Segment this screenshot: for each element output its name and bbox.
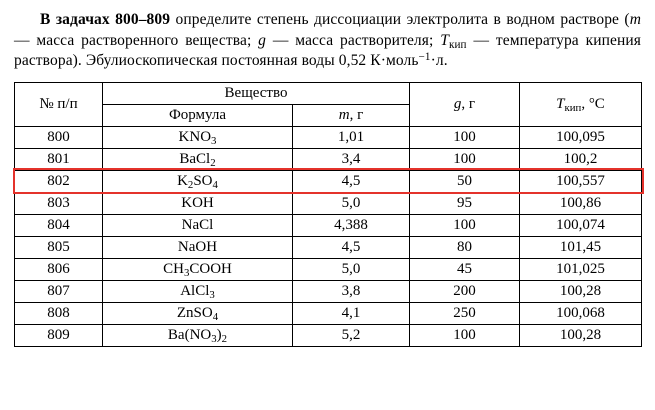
intro-italic-m: m	[629, 11, 641, 28]
row-mass: 4,5	[293, 170, 410, 192]
table-row	[15, 302, 642, 324]
formula-sub2: 2	[221, 332, 228, 345]
row-solvent: 200	[410, 280, 520, 302]
table-head	[15, 82, 642, 126]
row-solvent: 80	[410, 236, 520, 258]
formula-sub: 2	[210, 156, 216, 169]
row-boiling: 100,2	[520, 148, 642, 170]
formula-main: BaCl	[179, 150, 211, 167]
th-mass-italic: m	[338, 106, 350, 123]
row-boiling: 101,45	[520, 236, 642, 258]
table-row	[15, 324, 642, 346]
formula-tail: )	[216, 326, 222, 343]
row-mass: 5,0	[293, 192, 410, 214]
row-boiling: 100,068	[520, 302, 642, 324]
th-solvent-rest: , г	[461, 95, 476, 112]
row-number: 802	[15, 170, 103, 192]
problems-table	[14, 82, 642, 347]
table-header-row-1	[15, 82, 642, 104]
formula-main: AlCl	[180, 282, 210, 299]
th-formula: Формула	[103, 104, 293, 126]
table-row	[15, 192, 642, 214]
formula-main: ZnSO	[176, 304, 213, 321]
formula-sub: 3	[211, 332, 217, 345]
intro-text-part5: ·л.	[430, 52, 448, 70]
th-number: № п/п	[15, 82, 103, 126]
table-row	[15, 258, 642, 280]
formula-main: CH	[163, 260, 184, 277]
row-boiling: 100,28	[520, 280, 642, 302]
formula-main: KOH	[181, 194, 214, 211]
intro-italic-t: T	[440, 31, 449, 49]
row-mass: 1,01	[293, 126, 410, 148]
row-formula	[103, 236, 293, 258]
formula-tail: COOH	[189, 260, 232, 277]
row-solvent: 100	[410, 324, 520, 346]
row-boiling: 100,557	[520, 170, 642, 192]
row-mass: 5,2	[293, 324, 410, 346]
row-mass: 4,5	[293, 236, 410, 258]
row-boiling: 101,025	[520, 258, 642, 280]
formula-sub: 2	[187, 178, 194, 191]
row-mass: 4,388	[293, 214, 410, 236]
row-boiling: 100,074	[520, 214, 642, 236]
formula-main: K	[177, 172, 188, 189]
th-solvent-italic: g	[453, 95, 462, 112]
row-formula	[103, 126, 293, 148]
th-mass-rest: , г	[349, 106, 364, 123]
intro-paragraph	[14, 10, 641, 72]
formula-sub2: 4	[212, 178, 218, 191]
row-solvent: 100	[410, 126, 520, 148]
row-number: 803	[15, 192, 103, 214]
row-mass: 5,0	[293, 258, 410, 280]
intro-text-part3: — масса растворителя;	[266, 31, 441, 49]
intro-text-part2: — масса растворенного вещества;	[14, 31, 259, 49]
formula-main: KNO	[178, 128, 212, 145]
row-formula	[103, 192, 293, 214]
table-row	[15, 126, 642, 148]
formula-main: NaOH	[177, 238, 218, 255]
table-row	[15, 148, 642, 170]
th-solvent-mass	[410, 82, 520, 126]
intro-italic-g: g	[258, 31, 267, 49]
table-row	[15, 236, 642, 258]
row-mass: 3,4	[293, 148, 410, 170]
row-mass: 4,1	[293, 302, 410, 324]
table-row	[15, 214, 642, 236]
row-formula	[103, 280, 293, 302]
intro-sup-power: −1	[418, 51, 431, 64]
row-number: 808	[15, 302, 103, 324]
row-formula	[103, 324, 293, 346]
row-number: 807	[15, 280, 103, 302]
th-boiling-sub: кип	[564, 101, 582, 114]
formula-main: Ba(NO	[167, 326, 212, 343]
formula-sub: 3	[211, 134, 217, 147]
row-formula	[103, 258, 293, 280]
th-boiling-rest: , °C	[581, 95, 605, 112]
intro-text-part4: — температура кипения раствора). Эбулиоскопическая постоянная воды 0,52 К·моль	[14, 31, 642, 70]
row-boiling: 100,28	[520, 324, 642, 346]
row-solvent: 50	[410, 170, 520, 192]
table-row	[15, 280, 642, 302]
row-solvent: 45	[410, 258, 520, 280]
th-boiling-italic: T	[556, 95, 565, 112]
th-substance-mass	[293, 104, 410, 126]
formula-main: NaCl	[181, 216, 214, 233]
formula-sub: 4	[212, 310, 219, 323]
row-solvent: 95	[410, 192, 520, 214]
row-boiling: 100,86	[520, 192, 642, 214]
row-number: 800	[15, 126, 103, 148]
formula-sub: 3	[209, 288, 215, 301]
table-body	[15, 126, 642, 346]
intro-text-part1: определите степень диссоциации электролита в водном растворе (	[170, 11, 630, 28]
table-row-highlighted	[15, 170, 642, 192]
row-number: 804	[15, 214, 103, 236]
row-solvent: 100	[410, 148, 520, 170]
row-solvent: 250	[410, 302, 520, 324]
intro-sub-kip: кип	[448, 38, 467, 51]
row-solvent: 100	[410, 214, 520, 236]
row-number: 801	[15, 148, 103, 170]
row-number: 805	[15, 236, 103, 258]
intro-bold-lead: В задачах 800–809	[40, 11, 171, 28]
th-boiling-temp	[520, 82, 642, 126]
th-substance-group: Вещество	[103, 82, 410, 104]
row-formula	[103, 214, 293, 236]
formula-sub: 3	[183, 266, 190, 279]
row-formula	[103, 170, 293, 192]
formula-tail: SO	[193, 172, 213, 189]
row-boiling: 100,095	[520, 126, 642, 148]
row-mass: 3,8	[293, 280, 410, 302]
row-number: 806	[15, 258, 103, 280]
table-wrapper	[14, 82, 641, 347]
row-formula	[103, 148, 293, 170]
row-formula	[103, 302, 293, 324]
row-number: 809	[15, 324, 103, 346]
